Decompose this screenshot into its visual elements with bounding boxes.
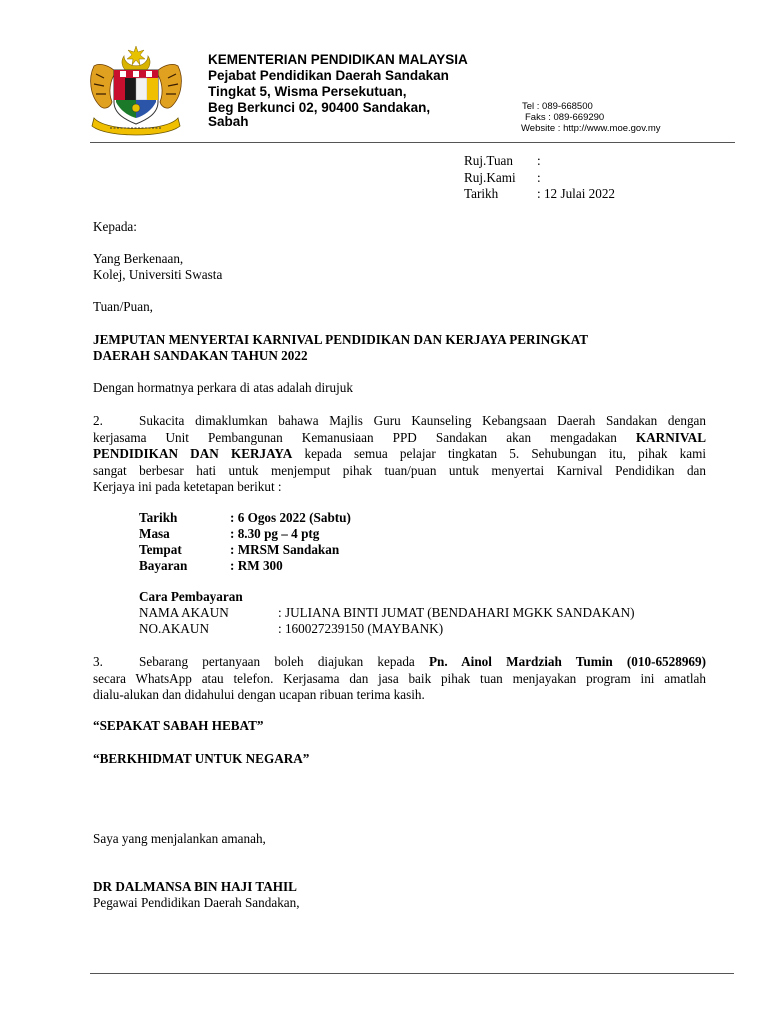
recipient-line-2: Kolej, Universiti Swasta [93,267,223,282]
event-tarikh-label: Tarikh [139,510,178,525]
signatory-title: Pegawai Pendidikan Daerah Sandakan, [93,895,300,910]
para2-line-3 [93,446,706,463]
header-divider [90,142,735,143]
ruj-kami-value: : [537,170,541,185]
para2-line-5: Kerjaya ini pada ketetapan berikut : [93,479,282,494]
footer-divider [90,973,734,974]
para3-line-1 [93,654,706,671]
office-address-line-1: Pejabat Pendidikan Daerah Sandakan [208,68,449,83]
event-tempat-label: Tempat [139,542,182,557]
telephone-number: Tel : 089-668500 [522,101,593,112]
event-tarikh-value: : 6 Ogos 2022 (Sabtu) [230,510,351,525]
para3-line-3: dialu-alukan dan didahului dengan ucapan ribuan terima kasih. [93,687,425,702]
account-number-value: : 160027239150 (MAYBANK) [278,621,444,636]
fax-number: Faks : 089-669290 [525,112,605,123]
para3-number: 3. [93,654,103,669]
closing-text: Saya yang menjalankan amanah, [93,831,266,846]
event-bayaran-value: : RM 300 [230,558,283,573]
subject-line-2: DAERAH SANDAKAN TAHUN 2022 [93,348,308,363]
website-link[interactable]: Website : http://www.moe.gov.my [521,123,661,134]
account-name-value: : JULIANA BINTI JUMAT (BENDAHARI MGKK SANDAKAN) [278,605,635,620]
ruj-kami-label: Ruj.Kami [464,170,516,185]
office-address-line-2: Tingkat 5, Wisma Persekutuan, [208,84,407,99]
para3-body [93,654,706,704]
motto-sepakat: “SEPAKAT SABAH HEBAT” [93,718,264,733]
event-bayaran-label: Bayaran [139,558,188,573]
contact-person: Pn. Ainol Mardziah Tumin (010-6528969) [429,654,707,669]
ruj-tuan-label: Ruj.Tuan [464,153,513,168]
event-masa-value: : 8.30 pg – 4 ptg [230,526,320,541]
para2-line-3-text: kepada semua pelajar tingkatan 5. Sehubungan itu, pihak kami [304,446,707,461]
payment-title: Cara Pembayaran [139,589,243,604]
para2-line-2-text: kerjasama Unit Pembangunan Kemanusiaan PPD Sandakan akan mengadakan [93,429,617,445]
office-address-line-4: Sabah [208,114,249,129]
para3-line-1-text: Sebarang pertanyaan boleh diajukan kepada [139,654,415,669]
para2-body [93,413,706,496]
para2-line-2 [93,430,706,447]
account-number-label: NO.AKAUN [139,621,209,636]
para2-line-1: Sukacita dimaklumkan bahawa Majlis Guru Kaunseling Kebangsaan Daerah Sandakan dengan [139,413,706,428]
event-tempat-value: : MRSM Sandakan [230,542,340,557]
tarikh-label: Tarikh [464,186,499,201]
signatory-name: DR DALMANSA BIN HAJI TAHIL [93,879,297,894]
para3-line-2: secara WhatsApp atau telefon. Kerjasama dan jasa baik pihak tuan menjayakan program ini amatlah [93,670,706,686]
account-name-label: NAMA AKAUN [139,605,229,620]
motto-berkhidmat: “BERKHIDMAT UNTUK NEGARA” [93,751,310,766]
malaysia-coat-of-arms-icon [80,44,192,140]
ministry-name: KEMENTERIAN PENDIDIKAN MALAYSIA [208,52,468,67]
office-address-line-3: Beg Berkunci 02, 90400 Sandakan, [208,100,431,115]
subject-line-1: JEMPUTAN MENYERTAI KARNIVAL PENDIDIKAN DAN KERJAYA PERINGKAT [93,332,589,347]
kepada-label: Kepada: [93,219,137,234]
recipient-line-1: Yang Berkenaan, [93,251,184,266]
tarikh-value: : 12 Julai 2022 [537,186,616,201]
karnival-emphasis: KARNIVAL [635,429,706,445]
ruj-tuan-value: : [537,153,541,168]
para2-line-4: sangat berbesar hati untuk menjemput pihak tuan/puan untuk menyertai Karnival Pendidikan dan [93,462,706,478]
pendidikan-kerjaya-emphasis: PENDIDIKAN DAN KERJAYA [93,446,293,461]
intro-text: Dengan hormatnya perkara di atas adalah dirujuk [93,380,353,395]
salutation: Tuan/Puan, [93,299,153,314]
para2-number: 2. [93,413,103,428]
event-masa-label: Masa [139,526,170,541]
